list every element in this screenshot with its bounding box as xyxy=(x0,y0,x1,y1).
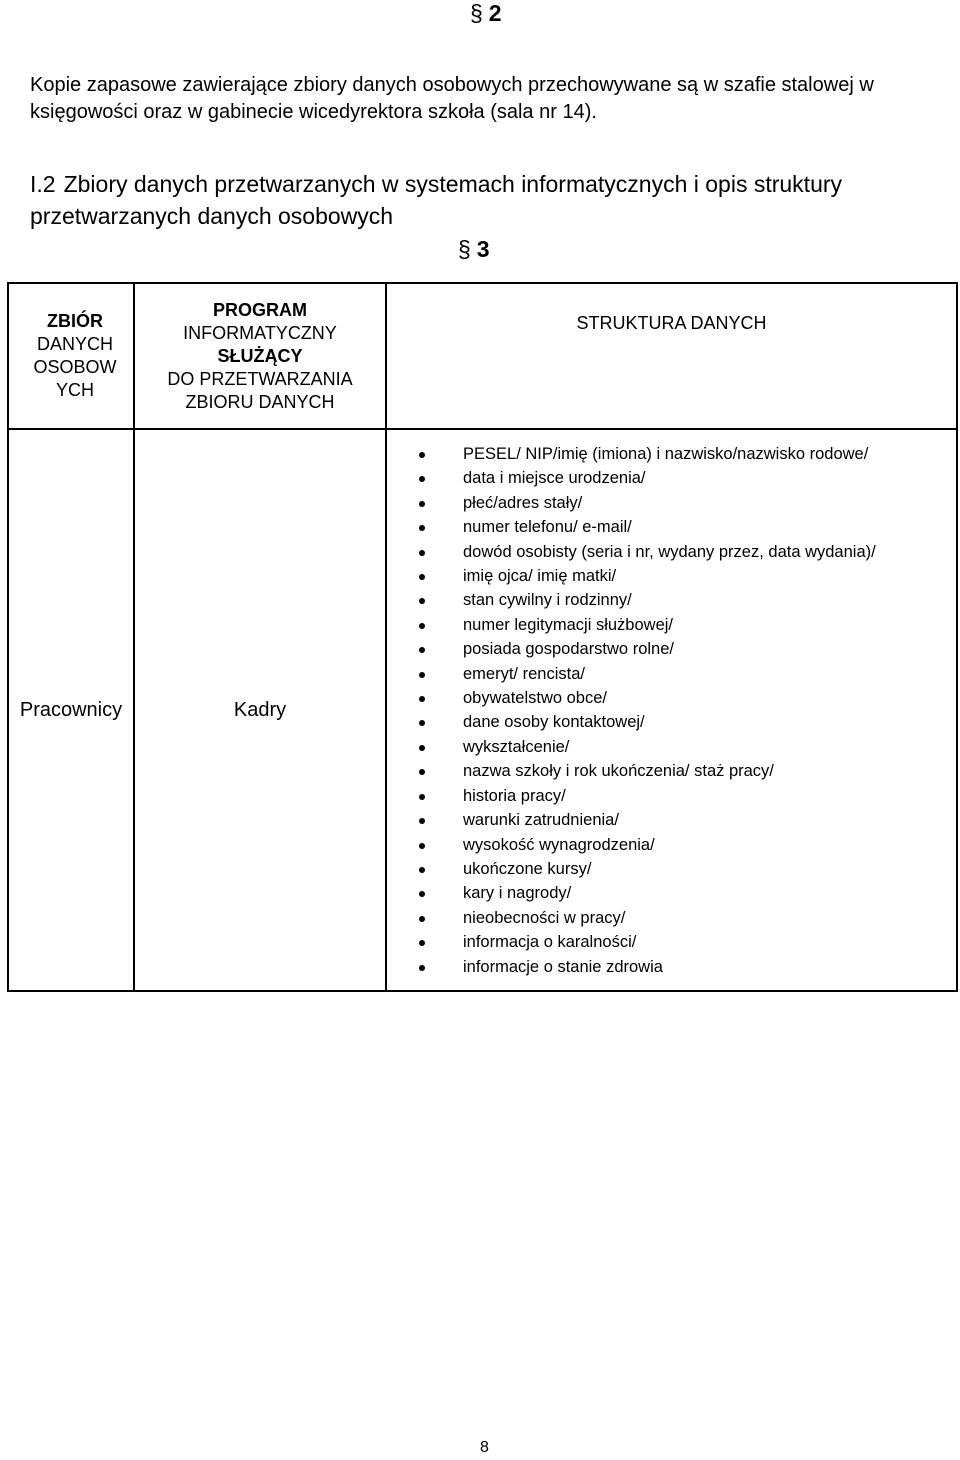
list-item-text: emeryt/ rencista/ xyxy=(463,664,585,683)
bullet-icon xyxy=(419,623,425,629)
list-item-text: posiada gospodarstwo rolne/ xyxy=(463,640,674,659)
list-item-text: kary i nagrody/ xyxy=(463,884,572,903)
section-symbol: § xyxy=(470,0,483,26)
list-item xyxy=(419,881,938,905)
section-number: 3 xyxy=(476,236,490,262)
list-item xyxy=(419,540,938,564)
list-item xyxy=(419,735,938,759)
bullet-icon xyxy=(419,769,425,775)
bullet-icon xyxy=(419,647,425,653)
list-item xyxy=(419,710,938,734)
list-item xyxy=(419,784,938,808)
list-item xyxy=(419,515,938,539)
bullet-icon xyxy=(419,891,425,897)
bullet-icon xyxy=(419,696,425,702)
list-item-text: ukończone kursy/ xyxy=(463,859,592,878)
list-item-text: obywatelstwo obce/ xyxy=(463,689,607,708)
list-item xyxy=(419,808,938,832)
list-item xyxy=(419,759,938,783)
list-item-text: dowód osobisty (seria i nr, wydany przez, data wydania)/ xyxy=(463,542,876,561)
cell-struktura xyxy=(386,429,957,991)
bullet-icon xyxy=(419,916,425,922)
list-item-text: wysokość wynagrodzenia/ xyxy=(463,835,655,854)
header-zbior xyxy=(8,283,134,429)
header-program-line1: PROGRAM xyxy=(213,299,307,320)
bullet-icon xyxy=(419,574,425,580)
bullet-icon xyxy=(419,843,425,849)
bullet-icon xyxy=(419,965,425,971)
list-item xyxy=(419,906,938,930)
list-item-text: numer legitymacji służbowej/ xyxy=(463,615,673,634)
list-item-text: nazwa szkoły i rok ukończenia/ staż pracy/ xyxy=(463,762,774,781)
header-program xyxy=(134,283,386,429)
list-item xyxy=(419,613,938,637)
bullet-icon xyxy=(419,940,425,946)
list-item-text: historia pracy/ xyxy=(463,786,566,805)
heading-number: I.2 xyxy=(30,171,56,197)
bullet-icon xyxy=(419,720,425,726)
data-sets-table xyxy=(7,282,958,992)
backup-paragraph: Kopie zapasowe zawierające zbiory danych osobowych przechowywane są w szafie stalowej w księgowości oraz w gabinecie wicedyrektora szkoła (sala nr 14). xyxy=(30,74,874,123)
table-row xyxy=(8,429,957,991)
bullet-icon xyxy=(419,476,425,482)
list-item xyxy=(419,833,938,857)
list-item-text: warunki zatrudnienia/ xyxy=(463,811,619,830)
section-heading xyxy=(30,168,910,232)
list-item-text: płeć/adres stały/ xyxy=(463,493,583,512)
cell-zbior: Pracownicy xyxy=(8,429,134,991)
list-item xyxy=(419,442,938,466)
list-item-text: dane osoby kontaktowej/ xyxy=(463,713,645,732)
list-item xyxy=(419,588,938,612)
list-item-text: informacja o karalności/ xyxy=(463,933,637,952)
bullet-icon xyxy=(419,550,425,556)
bullet-icon xyxy=(419,794,425,800)
section-3-marker xyxy=(458,238,490,261)
header-zbior-rest: DANYCH OSOBOW YCH xyxy=(33,334,117,400)
cell-program: Kadry xyxy=(134,429,386,991)
data-structure-list xyxy=(387,430,956,985)
list-item-text: wykształcenie/ xyxy=(463,737,570,756)
list-item-text: data i miejsce urodzenia/ xyxy=(463,469,646,488)
header-zbior-line1: ZBIÓR xyxy=(47,311,103,331)
header-program-line4: DO PRZETWARZANIA xyxy=(167,368,353,389)
header-program-line2: INFORMATYCZNY xyxy=(183,322,337,343)
bullet-icon xyxy=(419,672,425,678)
table-header-row xyxy=(8,283,957,429)
bullet-icon xyxy=(419,452,425,458)
bullet-icon xyxy=(419,867,425,873)
list-item xyxy=(419,857,938,881)
section-number: 2 xyxy=(488,0,502,26)
list-item-text: imię ojca/ imię matki/ xyxy=(463,567,617,586)
list-item xyxy=(419,662,938,686)
list-item xyxy=(419,930,938,954)
section-symbol: § xyxy=(458,236,471,262)
bullet-icon xyxy=(419,525,425,531)
list-item-text: nieobecności w pracy/ xyxy=(463,908,626,927)
list-item xyxy=(419,955,938,979)
list-item-text: informacje o stanie zdrowia xyxy=(463,957,663,976)
heading-text: Zbiory danych przetwarzanych w systemach informatycznych i opis struktury przetwarzanych danych osobowych xyxy=(30,171,843,229)
header-struktura: STRUKTURA DANYCH xyxy=(386,283,957,429)
list-item xyxy=(419,637,938,661)
bullet-icon xyxy=(419,598,425,604)
bullet-icon xyxy=(419,818,425,824)
list-item-text: PESEL/ NIP/imię (imiona) i nazwisko/nazwisko rodowe/ xyxy=(463,445,869,463)
list-item-text: stan cywilny i rodzinny/ xyxy=(463,591,632,610)
section-2-marker xyxy=(470,2,502,25)
header-program-line5: ZBIORU DANYCH xyxy=(185,391,335,412)
bullet-icon xyxy=(419,745,425,751)
list-item xyxy=(419,686,938,710)
list-item xyxy=(419,466,938,490)
list-item xyxy=(419,491,938,515)
page-number: 8 xyxy=(480,1439,489,1456)
list-item xyxy=(419,564,938,588)
header-program-line3: SŁUŻĄCY xyxy=(217,345,303,366)
bullet-icon xyxy=(419,501,425,507)
list-item-text: numer telefonu/ e-mail/ xyxy=(463,518,632,537)
